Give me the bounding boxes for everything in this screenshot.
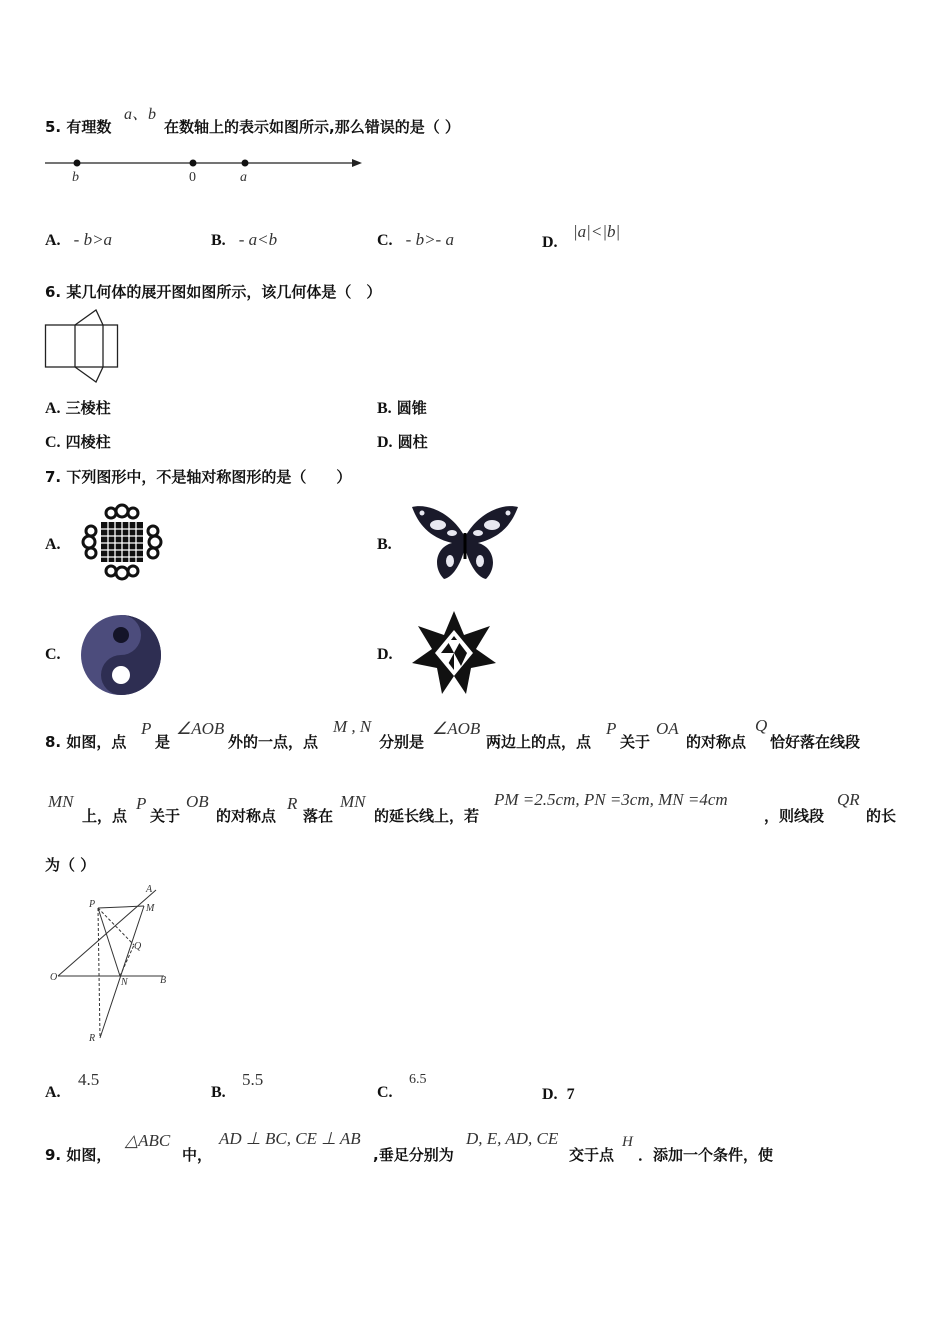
q5-option-c-label: C.	[377, 232, 393, 249]
q5-vars: a、b	[124, 106, 157, 123]
q5-option-d[interactable]	[542, 232, 558, 252]
q5-text-2: 在数轴上的表示如图所示,那么错误的是（ ）	[164, 118, 460, 136]
q8-option-b-value: 5.5	[242, 1070, 264, 1089]
q6-option-b-label: B.	[377, 400, 392, 417]
q7-butterfly-image	[408, 503, 522, 583]
q8-angle-aob-1: ∠AOB	[176, 719, 225, 738]
q9-points: D, E, AD, CE	[466, 1129, 559, 1148]
q5-option-b[interactable]	[211, 230, 277, 250]
q5-option-b-label: B.	[211, 232, 226, 249]
q8-point-Q: Q	[755, 716, 768, 735]
q8-line-1-start	[45, 731, 126, 752]
q8-segment-QR: QR	[837, 790, 860, 809]
q8-option-d-value: 7	[566, 1086, 575, 1103]
q5-label-a: a	[240, 170, 247, 185]
q6-option-a[interactable]	[45, 397, 111, 418]
q8-number: 8.	[45, 733, 62, 751]
q8-fig-label-B: B	[160, 975, 167, 986]
q6-option-d[interactable]	[377, 431, 428, 452]
q5-number-line	[40, 150, 370, 195]
q8-option-d[interactable]	[542, 1084, 575, 1104]
q5-option-a[interactable]	[45, 230, 112, 250]
q6-net-figure	[44, 308, 124, 384]
q8-option-b-label[interactable]: B.	[211, 1084, 226, 1101]
q9-text-3: ,垂足分别为	[373, 1146, 454, 1164]
q8-fig-label-N: N	[121, 977, 128, 988]
q7-option-c-label[interactable]: C.	[45, 646, 61, 663]
q8-points-MN: M , N	[333, 717, 372, 736]
q8-option-c-label[interactable]: C.	[377, 1084, 393, 1101]
q9-text-1: 如图，	[66, 1146, 112, 1164]
q6-stem	[45, 281, 381, 302]
q6-text: 某几何体的展开图如图所示，该几何体是（ ）	[66, 283, 382, 301]
q5-number: 5.	[45, 118, 62, 136]
q6-option-c[interactable]	[45, 431, 111, 452]
q8-text-10: 关于	[150, 807, 181, 825]
q8-line-OA: OA	[656, 719, 679, 738]
q7-text: 下列图形中，不是轴对称图形的是（ ）	[66, 468, 352, 486]
q6-option-b-text: 圆锥	[396, 399, 427, 417]
q8-text-13: 的延长线上，若	[374, 807, 480, 825]
q8-text-14: ，则线段	[764, 807, 825, 825]
q8-point-P-3: P	[136, 794, 147, 813]
q5-option-a-expr: - b>a	[73, 230, 113, 249]
q9-point-H: H	[622, 1134, 633, 1150]
q6-option-d-text: 圆柱	[397, 433, 428, 451]
q5-stem	[45, 116, 111, 137]
q6-option-d-label: D.	[377, 434, 393, 451]
q9-text-5: ．添加一个条件，使	[638, 1146, 774, 1164]
q5-option-a-label: A.	[45, 232, 61, 249]
q7-option-b-label[interactable]: B.	[377, 536, 392, 553]
q5-text-1: 有理数	[66, 118, 112, 136]
q8-segment-MN-2: MN	[340, 792, 366, 811]
q8-conditions: PM =2.5cm, PN =3cm, MN =4cm	[494, 790, 728, 809]
q8-text-11: 的对称点	[216, 807, 277, 825]
q6-option-a-text: 三棱柱	[65, 399, 111, 417]
q8-option-a-label[interactable]: A.	[45, 1084, 61, 1101]
q6-option-a-label: A.	[45, 400, 61, 417]
q6-number: 6.	[45, 283, 62, 301]
q8-option-c-value: 6.5	[409, 1072, 427, 1087]
q8-point-R: R	[287, 794, 298, 813]
q8-segment-MN-1: MN	[48, 792, 74, 811]
q8-geometry-figure	[48, 884, 178, 1046]
q8-text-5: 两边上的点，点	[486, 733, 592, 751]
q8-text-12: 落在	[303, 807, 334, 825]
q9-perpendiculars: AD ⊥ BC, CE ⊥ AB	[219, 1129, 361, 1148]
q8-text-4: 分别是	[379, 733, 425, 751]
q8-text-16: 为（ ）	[45, 856, 96, 874]
q5-option-c-expr: - b>- a	[405, 230, 454, 249]
q5-label-zero: 0	[189, 170, 196, 185]
q9-triangle-abc: △ABC	[125, 1131, 171, 1150]
q6-option-b[interactable]	[377, 397, 427, 418]
q8-fig-label-O: O	[50, 972, 58, 983]
q8-text-2: 是	[155, 733, 171, 751]
q5-point-b	[74, 160, 81, 167]
q6-option-c-text: 四棱柱	[65, 433, 111, 451]
q8-fig-label-A: A	[146, 884, 153, 895]
q7-option-d-label[interactable]: D.	[377, 646, 393, 663]
q7-number: 7.	[45, 468, 62, 486]
q8-line-OB: OB	[186, 792, 209, 811]
q5-option-d-label: D.	[542, 234, 558, 251]
q8-text-3: 外的一点，点	[228, 733, 319, 751]
q7-chinese-knot-image	[80, 502, 164, 582]
q5-option-c[interactable]	[377, 230, 454, 250]
q8-fig-label-Q: Q	[134, 941, 142, 952]
q6-option-c-label: C.	[45, 434, 61, 451]
q7-yin-yang-image	[80, 614, 162, 696]
q5-option-b-expr: - a<b	[238, 230, 278, 249]
q8-point-P-2: P	[606, 719, 617, 738]
q7-stem	[45, 466, 351, 487]
q8-fig-label-P: P	[89, 899, 96, 910]
q8-fig-label-R: R	[89, 1033, 96, 1044]
q8-point-P-1: P	[141, 719, 152, 738]
q8-fig-label-M: M	[146, 903, 155, 914]
q9-text-2: 中，	[182, 1146, 213, 1164]
q8-option-a-value: 4.5	[78, 1070, 100, 1089]
q9-text-4: 交于点	[569, 1146, 615, 1164]
q5-point-zero	[190, 160, 197, 167]
q5-point-a	[242, 160, 249, 167]
q9-stem-start	[45, 1144, 111, 1165]
q5-label-b: b	[72, 170, 79, 185]
q8-text-15: 的长	[866, 807, 897, 825]
q8-text-9: 上，点	[82, 807, 128, 825]
q8-text-7: 的对称点	[686, 733, 747, 751]
q8-option-d-label: D.	[542, 1086, 558, 1103]
q7-star-image	[411, 610, 497, 696]
q8-text-1: 如图，点	[66, 733, 127, 751]
q5-option-d-expr: |a|<|b|	[573, 222, 621, 241]
q8-angle-aob-2: ∠AOB	[432, 719, 481, 738]
q9-number: 9.	[45, 1146, 62, 1164]
q8-text-6: 关于	[620, 733, 651, 751]
q7-option-a-label[interactable]: A.	[45, 536, 61, 553]
q8-text-8: 恰好落在线段	[770, 733, 861, 751]
